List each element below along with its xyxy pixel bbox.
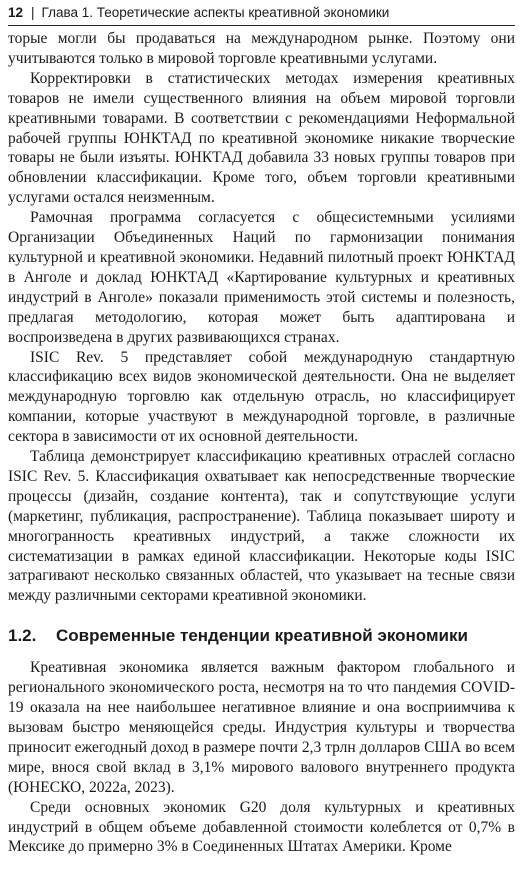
header-rule bbox=[8, 25, 515, 26]
paragraph: Таблица демонстрирует классификацию креативных отраслей согласно ISIC Rev. 5. Классификация охватывает как непосредственные творческие процессы (дизайн, создание контента), так и сопутствующие услуги (маркетинг, публикация, распространение). Таблица показывает широту и многогранность креативных индустрий, а также сложности их систематизации в рамках единой классификации. Некоторые коды ISIC затрагивают несколько связанных областей, что указывает на тесные связи между различными секторами креативной экономики. bbox=[8, 448, 515, 605]
paragraph: ISIC Rev. 5 представляет собой международную стандартную классификацию всех видов экономической деятельности. Она не выделяет международную торговлю как отдельную отрасль, но классифицирует компании, которые участвуют в международной торговле, в различные сектора в зависимости от их основной деятельности. bbox=[8, 348, 515, 446]
chapter-title: Глава 1. Теоретические аспекты креативной экономики bbox=[41, 5, 390, 20]
section-heading bbox=[8, 625, 515, 647]
header-separator: | bbox=[31, 5, 35, 20]
running-header bbox=[8, 3, 515, 23]
paragraph-continuation: торые могли бы продаваться на международном рынке. Поэтому они учитываются только в мировой торговле креативными услугами. bbox=[8, 30, 515, 67]
paragraph: Среди основных экономик G20 доля культурных и креативных индустрий в общем объеме добавленной стоимости колеблется от 0,7% в Мексике до примерно 3% в Соединенных Штатах Америки. Кроме bbox=[8, 798, 515, 856]
paragraph: Рамочная программа согласуется с общесистемными усилиями Организации Объединенных Наций по гармонизации понимания культурной и креативной экономики. Недавний пилотный проект ЮНКТАД в Анголе и доклад ЮНКТАД «Картирование культурных и креативных индустрий в Анголе» показали применимость этой системы и полезность, предлагая методологию, которая может быть адаптирована и воспроизведена в других развивающихся странах. bbox=[8, 209, 515, 346]
section-title: Современные тенденции креативной экономики bbox=[56, 626, 468, 646]
page-number: 12 bbox=[8, 5, 24, 20]
paragraph: Креативная экономика является важным фактором глобального и регионального экономического роста, несмотря на то что пандемия COVID-19 оказала на нее наибольшее негативное влияние и она восприимчива к вызовам быстро меняющейся среды. Индустрия культуры и творчества приносит ежегодный доход в размере почти 2,3 трлн долларов США во всем мире, внося свой вклад в 3,1% мирового валового внутреннего продукта (ЮНЕСКО, 2022a, 2023). bbox=[8, 659, 515, 796]
paragraph: Корректировки в статистических методах измерения креативных товаров не имели существенного влияния на объем мировой торговли креативными товарами. В соответствии с рекомендациями Неформальной рабочей группы ЮНКТАД по креативной экономике никакие творческие товары не были изъяты. ЮНКТАД добавила 33 новых группы товаров при обновлении классификации. Кроме того, объем торговли креативными услугами остался неизменным. bbox=[8, 69, 515, 207]
section-number: 1.2. bbox=[8, 626, 37, 646]
main-text bbox=[8, 29, 515, 857]
